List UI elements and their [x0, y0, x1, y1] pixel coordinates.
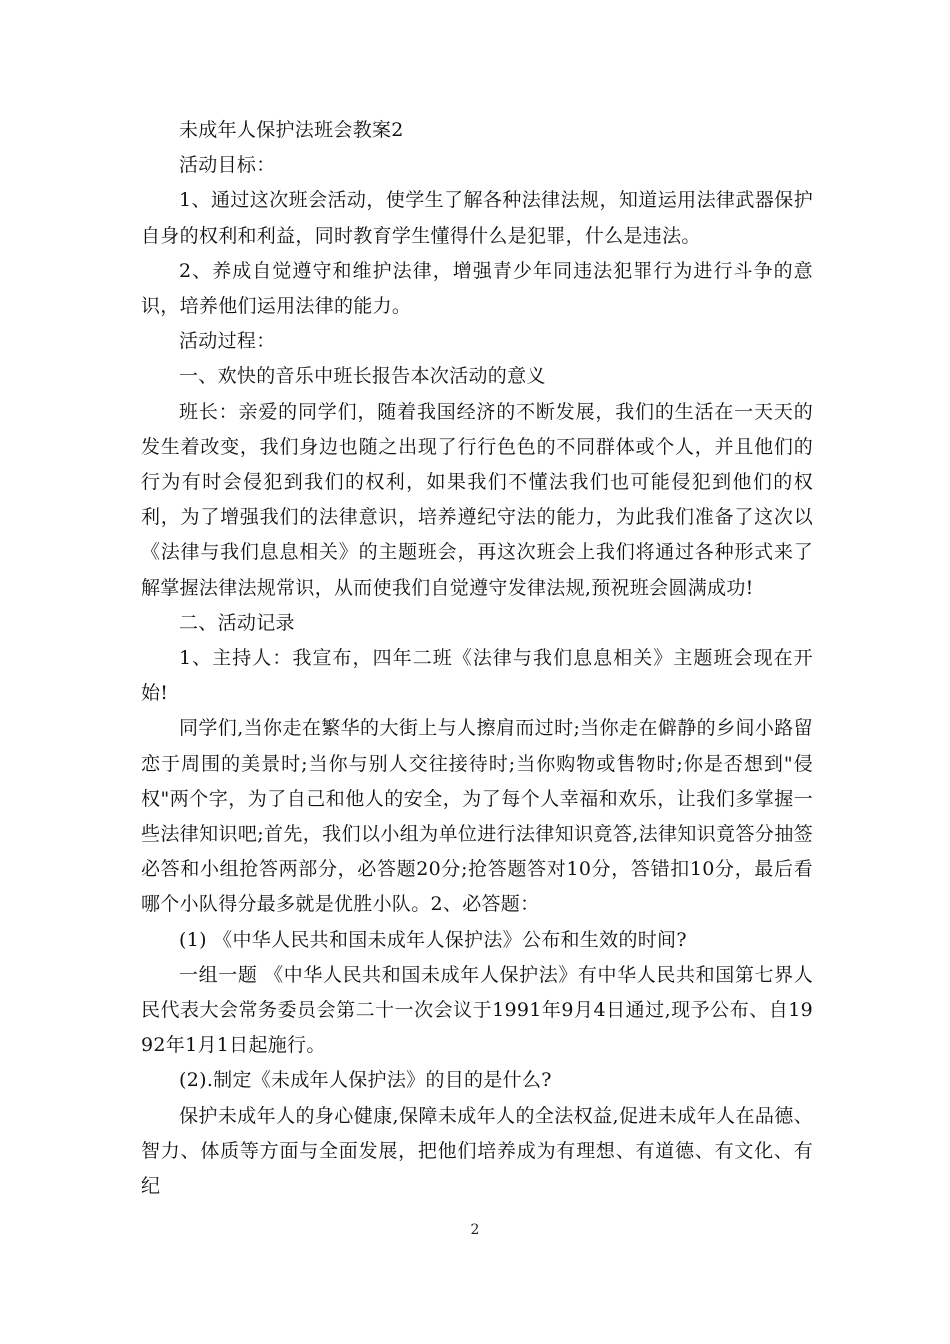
answer-2: 保护未成年人的身心健康,保障未成年人的全法权益,促进未成年人在品德、智力、体质等方面与全面发展，把他们培养成为有理想、有道德、有文化、有纪	[141, 1104, 813, 1198]
section-heading-process: 活动过程：	[179, 330, 276, 353]
document-body	[141, 113, 813, 1204]
answer-1: 一组一题 《中华人民共和国未成年人保护法》有中华人民共和国第七界人民代表大会常务委员会第二十一次会议于1991年9月4日通过,现予公布、自1992年1月1日起施行。	[141, 963, 813, 1057]
question-1: (1) 《中华人民共和国未成年人保护法》公布和生效的时间?	[179, 928, 687, 951]
process-step-1-heading: 一、欢快的音乐中班长报告本次活动的意义	[179, 365, 546, 388]
goal-1: 1、通过这次班会活动，使学生了解各种法律法规，知道运用法律武器保护自身的权利和利益，同时教育学生懂得什么是犯罪，什么是违法。	[141, 189, 813, 247]
document-title: 未成年人保护法班会教案2	[179, 119, 404, 141]
monitor-speech: 班长：亲爱的同学们，随着我国经济的不断发展，我们的生活在一天天的发生着改变，我们身边也随之出现了行行色色的不同群体或个人，并且他们的行为有时会侵犯到我们的权利，如果我们不懂法我们也可能侵犯到他们的权利，为了增强我们的法律意识，培养遵纪守法的能力，为此我们准备了这次以《法律与我们息息相关》的主题班会，再这次班会上我们将通过各种形式来了解掌握法律法规常识，从而使我们自觉遵守发律法规,预祝班会圆满成功!	[141, 400, 813, 599]
page-number: 2	[470, 1222, 480, 1238]
host-introduction: 同学们,当你走在繁华的大街上与人擦肩而过时;当你走在僻静的乡间小路留恋于周围的美景时;当你与别人交往接待时;当你购物或售物时;你是否想到"侵权"两个字，为了自己和他人的安全，为了每个人幸福和欢乐，让我们多掌握一些法律知识吧;首先，我们以小组为单位进行法律知识竟答,法律知识竟答分抽签必答和小组抢答两部分，必答题20分;抢答题答对10分，答错扣10分，最后看哪个小队得分最多就是优胜小队。2、必答题：	[141, 717, 813, 916]
goal-2: 2、养成自觉遵守和维护法律，增强青少年同违法犯罪行为进行斗争的意识，培养他们运用法律的能力。	[141, 259, 813, 318]
section-heading-goals: 活动目标：	[179, 154, 276, 177]
process-step-2-heading: 二、活动记录	[179, 611, 295, 634]
question-2: (2).制定《未成年人保护法》的目的是什么?	[179, 1069, 552, 1092]
host-announcement: 1、主持人：我宣布，四年二班《法律与我们息息相关》主题班会现在开始!	[141, 647, 813, 705]
